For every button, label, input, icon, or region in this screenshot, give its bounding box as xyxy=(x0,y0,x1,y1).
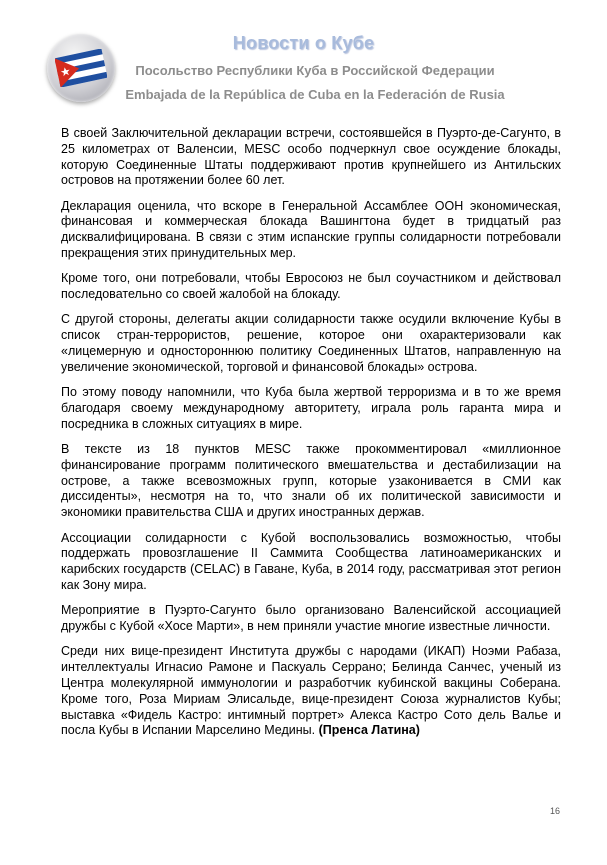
page-header xyxy=(0,0,607,115)
article-body xyxy=(61,126,561,749)
paragraph: Декларация оценила, что вскоре в Генеральной Ассамблее ООН экономическая, финансовая и коммерческая блокада Вашингтона будет в тридцатый раз дисквалифицирована. В связи с этим испанские группы солидарности потребовали прекращения этих принудительных мер. xyxy=(61,198,561,261)
embassy-name-ru: Посольство Республики Куба в Российской Федерации xyxy=(135,63,495,78)
embassy-name-es: Embajada de la República de Cuba en la Federación de Rusia xyxy=(125,87,505,102)
cuban-flag-icon xyxy=(55,49,107,87)
paragraph-last-text: Среди них вице-президент Института дружбы с народами (ИКАП) Ноэми Рабаза, интеллектуалы Игнасио Рамоне и Паскуаль Серрано; Белинда Санчес, ученый из Центра молекулярной иммунологии и разработчик кубинской вакцины Соберана. Кроме того, Роза Мириам Элисальде, вице-президент Союза журналистов Кубы; выставка «Фидель Кастро: интимный портрет» Алекса Кастро Сото дель Валье и посла Кубы в Испании Марселино Медины. xyxy=(61,644,561,738)
paragraph: Мероприятие в Пуэрто-Сагунто было организовано Валенсийской ассоциацией дружбы с Кубой «Хосе Марти», в нем приняли участие многие известные личности. xyxy=(61,603,561,634)
paragraph: По этому поводу напомнили, что Куба была жертвой терроризма и в то же время благодаря своему международному авторитету, играла роль гаранта мира и посредника в сложных ситуациях в мире. xyxy=(61,385,561,431)
paragraph-last xyxy=(61,644,561,739)
page-number: 16 xyxy=(549,806,560,816)
source-credit: (Пренса Латина) xyxy=(318,723,420,738)
paragraph: В тексте из 18 пунктов MESC также прокомментировал «миллионное финансирование программ политического вмешательства и дестабилизации на острове, а также всевозможных групп, которые узаконивается в СМИ как диссиденты», несмотря на то, что знали об их политической зависимости и экономики правительства США и других иностранных держав. xyxy=(61,442,561,520)
paragraph: В своей Заключительной декларации встречи, состоявшейся в Пуэрто-де-Сагунто, в 25 километрах от Валенсии, MESC особо подчеркнул свое осуждение блокады, которую Соединенные Штаты поддерживают против крупнейшего из Антильских островов на протяжении более 60 лет. xyxy=(61,126,561,188)
page-title: Новости о Кубе xyxy=(232,33,375,53)
paragraph: С другой стороны, делегаты акции солидарности также осудили включение Кубы в список стран-террористов, решение, которое они охарактеризовали как «лицемерную и одностороннюю политику Соединенных Штатов, направленную на увеличение экономической, торговой и финансовой блокады» острова. xyxy=(61,312,561,374)
paragraph: Кроме того, они потребовали, чтобы Евросоюз не был соучастником и действовал последовательно со своей жалобой на блокаду. xyxy=(61,271,561,302)
paragraph: Ассоциации солидарности с Кубой воспользовались возможностью, чтобы поддержать провозглашение II Саммита Сообщества латиноамериканских и карибских государств (CELAC) в Гаване, Куба, в 2014 году, рассматривая этот регион как Зону мира. xyxy=(61,530,561,592)
